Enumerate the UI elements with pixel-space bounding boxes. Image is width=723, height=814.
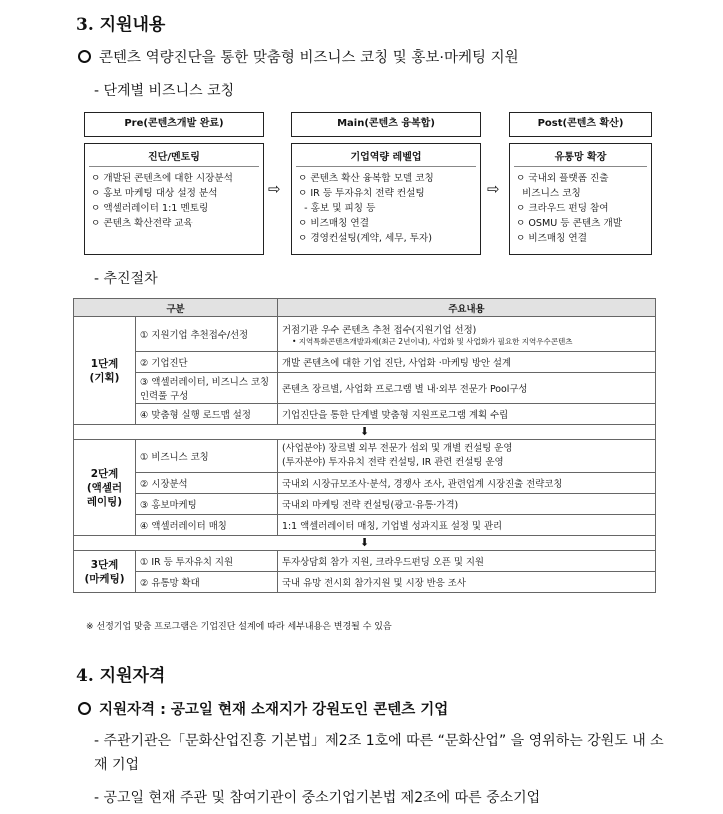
table-cell-content: 국내 유망 전시회 참가지원 및 시장 반응 조사 xyxy=(278,572,656,593)
stage-header-main: Main(콘텐츠 융복합) xyxy=(291,112,481,137)
list-item: ㅇ 콘텐츠 확산 융복합 모델 코칭 xyxy=(298,173,434,184)
table-row xyxy=(74,572,656,593)
stage-card-title: 진단/멘토링 xyxy=(89,144,259,167)
qualification-point-2: - 공고일 현재 주관 및 참여기관이 중소기업기본법 제2조에 따른 중소기업 xyxy=(94,790,541,806)
table-cell-item: ③ 홍보마케팅 xyxy=(136,494,278,515)
content-text: (사업분야) 장르별 외부 전문가 섭외 및 개별 컨설팅 운영 xyxy=(282,443,513,454)
procedure-table xyxy=(73,298,656,593)
stage-card-title: 유통망 확장 xyxy=(514,144,647,167)
support-main-item-text: 콘텐츠 역량진단을 통한 맞춤형 비즈니스 코칭 및 홍보·마케팅 지원 xyxy=(99,50,519,66)
table-cell-content: 국내외 마케팅 전략 컨설팅(광고·유통·가격) xyxy=(278,494,656,515)
table-cell-item: ③ 액셀러레이터, 비즈니스 코칭 인력풀 구성 xyxy=(136,373,278,404)
table-row xyxy=(74,352,656,373)
list-item: ㅇ 비즈매칭 연결 xyxy=(516,233,587,244)
table-header-content: 주요내용 xyxy=(278,299,656,317)
circle-bullet-icon xyxy=(78,702,91,715)
qualification-point-1: - 주관기관은「문화산업진흥 기본법」제2조 1호에 따른 “문화산업” 을 영위하는 강원도 내 소재 기업 xyxy=(94,733,664,773)
list-item: - 홍보 및 피칭 등 xyxy=(298,203,376,214)
list-item: ㅇ 경영컨설팅(계약, 세무, 투자) xyxy=(298,233,432,244)
table-cell-item: ④ 맞춤형 실행 로드맵 설정 xyxy=(136,404,278,425)
list-item: ㅇ 액셀러레이터 1:1 멘토링 xyxy=(91,203,209,214)
table-row xyxy=(74,473,656,494)
list-item: ㅇ 비즈매칭 연결 xyxy=(298,218,369,229)
table-cell-content: 국내외 시장규모조사·분석, 경쟁사 조사, 관련업계 시장진출 전략코칭 xyxy=(278,473,656,494)
table-cell-content: 투자상담회 참가 지원, 크라우드펀딩 오픈 및 지원 xyxy=(278,551,656,572)
stage-card-pre xyxy=(84,143,264,255)
down-arrow-icon: ⬇ xyxy=(74,536,656,551)
down-arrow-icon: ⬇ xyxy=(74,425,656,440)
stage-label: 2단계 (액셀러 레이팅) xyxy=(74,440,136,536)
section-4-title: 4. 지원자격 xyxy=(76,666,166,686)
table-cell-content: 콘텐츠 장르별, 사업화 프로그램 별 내·외부 전문가 Pool구성 xyxy=(278,373,656,404)
table-row xyxy=(74,373,656,404)
stage-label: 1단계 (기획) xyxy=(74,317,136,425)
list-item: ㅇ 개발된 콘텐츠에 대한 시장분석 xyxy=(91,173,233,184)
table-header-group: 구분 xyxy=(74,299,278,317)
list-item: ㅇ 크라우드 펀딩 참여 xyxy=(516,203,609,214)
table-cell-content: 개발 콘텐츠에 대한 기업 진단, 사업화 ·마케팅 방안 설계 xyxy=(278,352,656,373)
content-subtext: • 지역특화콘텐츠개발과제(최근 2년이내), 사업화 및 사업화가 필요한 지역우수콘텐츠 xyxy=(292,336,573,346)
stage-header-pre: Pre(콘텐츠개발 완료) xyxy=(84,112,264,137)
content-text: (투자분야) 투자유치 전략 컨설팅, IR 관련 컨설팅 운영 xyxy=(282,457,504,468)
table-cell-item: ② 시장분석 xyxy=(136,473,278,494)
stage-label: 3단계 (마케팅) xyxy=(74,551,136,593)
table-cell-content xyxy=(278,317,656,352)
table-cell-item: ① 지원기업 추천접수/선정 xyxy=(136,317,278,352)
list-item: ㅇ IR 등 투자유치 전략 컨설팅 xyxy=(298,188,425,199)
table-cell-item: ① 비즈니스 코칭 xyxy=(136,440,278,473)
table-cell-content: 기업진단을 통한 단계별 맞춤형 지원프로그램 계획 수립 xyxy=(278,404,656,425)
list-item: 비즈니스 코칭 xyxy=(516,188,581,199)
table-cell-item: ④ 액셀러레이터 매칭 xyxy=(136,515,278,536)
procedure-subheading: - 추진절차 xyxy=(94,271,158,287)
qualification-text: 지원자격 : 공고일 현재 소재지가 강원도인 콘텐츠 기업 xyxy=(99,702,449,718)
table-cell-item: ② 기업진단 xyxy=(136,352,278,373)
coaching-subheading: - 단계별 비즈니스 코칭 xyxy=(94,83,235,99)
stage-card-main xyxy=(291,143,481,255)
list-item: ㅇ 홍보 마케팅 대상 설정 분석 xyxy=(91,188,218,199)
table-row xyxy=(74,515,656,536)
note-text: ※ 선정기업 맞춤 프로그램은 기업진단 설계에 따라 세부내용은 변경될 수 있음 xyxy=(86,622,392,632)
right-arrow-icon: ⇨ xyxy=(268,180,281,198)
table-row xyxy=(74,551,656,572)
table-cell-content xyxy=(278,440,656,473)
table-cell-content: 1:1 액셀러레이터 매칭, 기업별 성과지표 설정 및 관리 xyxy=(278,515,656,536)
stage-card-post xyxy=(509,143,652,255)
right-arrow-icon: ⇨ xyxy=(487,180,500,198)
stage-header-post: Post(콘텐츠 확산) xyxy=(509,112,652,137)
table-row xyxy=(74,404,656,425)
table-cell-item: ① IR 등 투자유치 지원 xyxy=(136,551,278,572)
list-item: ㅇ 국내외 플랫폼 진출 xyxy=(516,173,609,184)
table-cell-item: ② 유통망 확대 xyxy=(136,572,278,593)
stage-card-title: 기업역량 레벨업 xyxy=(296,144,476,167)
list-item: ㅇ OSMU 등 콘텐츠 개발 xyxy=(516,218,623,229)
table-row xyxy=(74,440,656,473)
table-row xyxy=(74,317,656,352)
list-item: ㅇ 콘텐츠 확산전략 교육 xyxy=(91,218,193,229)
section-3-title: 3. 지원내용 xyxy=(76,15,166,35)
content-text: 거점기관 우수 콘텐츠 추천 접수(지원기업 선정) xyxy=(282,324,477,336)
support-main-item xyxy=(78,46,519,67)
table-row xyxy=(74,494,656,515)
circle-bullet-icon xyxy=(78,50,91,63)
qualification-item xyxy=(78,698,448,719)
